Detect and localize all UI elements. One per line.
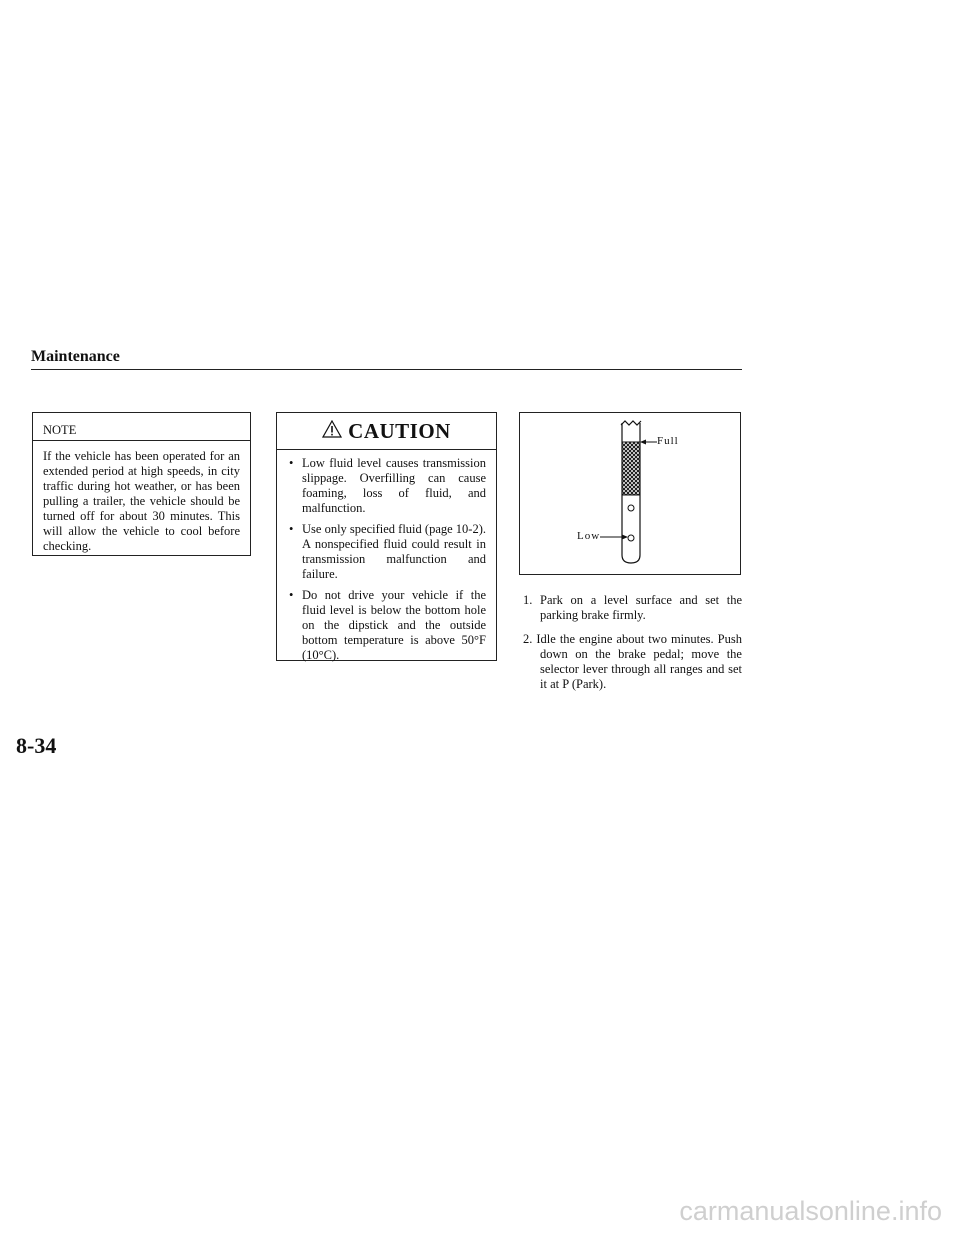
bullet-icon: • xyxy=(289,456,294,470)
header-rule xyxy=(31,369,742,370)
dipstick-figure xyxy=(519,412,741,575)
caution-item: • Low fluid level causes transmission slippage. Overfilling can cause foaming, loss of fluid, and malfunction. xyxy=(289,456,486,515)
caution-list xyxy=(277,450,496,663)
bullet-icon: • xyxy=(289,588,294,602)
step-item: 1. Park on a level surface and set the parking brake firmly. xyxy=(523,593,742,622)
full-label: Full xyxy=(657,435,679,447)
note-box xyxy=(32,412,251,556)
low-label: Low xyxy=(577,530,601,542)
warning-triangle-icon xyxy=(322,420,342,443)
bullet-icon: • xyxy=(289,522,294,536)
caution-item: • Use only specified fluid (page 10-2). A nonspecified fluid could result in transmission malfunction and failure. xyxy=(289,522,486,581)
step-item: 2. Idle the engine about two minutes. Push down on the brake pedal; move the selector lever through all ranges and set it at P (Park). xyxy=(523,632,742,691)
watermark: carmanualsonline.info xyxy=(679,1196,942,1226)
page-number: 8-34 xyxy=(16,733,57,758)
note-text: If the vehicle has been operated for an extended period at high speeds, in city traffic during hot weather, or has been pulling a trailer, the vehicle should be turned off for about 30 minutes. This will allow the vehicle to cool before checking. xyxy=(43,449,240,553)
caution-heading: CAUTION xyxy=(348,418,451,443)
section-title: Maintenance xyxy=(31,348,120,365)
note-heading: NOTE xyxy=(33,413,250,441)
steps-list xyxy=(523,593,742,701)
caution-header xyxy=(277,413,496,450)
caution-item: • Do not drive your vehicle if the fluid level is below the bottom hole on the dipstick and the outside bottom temperature is above 50°F (10°C). xyxy=(289,588,486,662)
dipstick-illustration xyxy=(520,413,740,574)
caution-box xyxy=(276,412,497,661)
